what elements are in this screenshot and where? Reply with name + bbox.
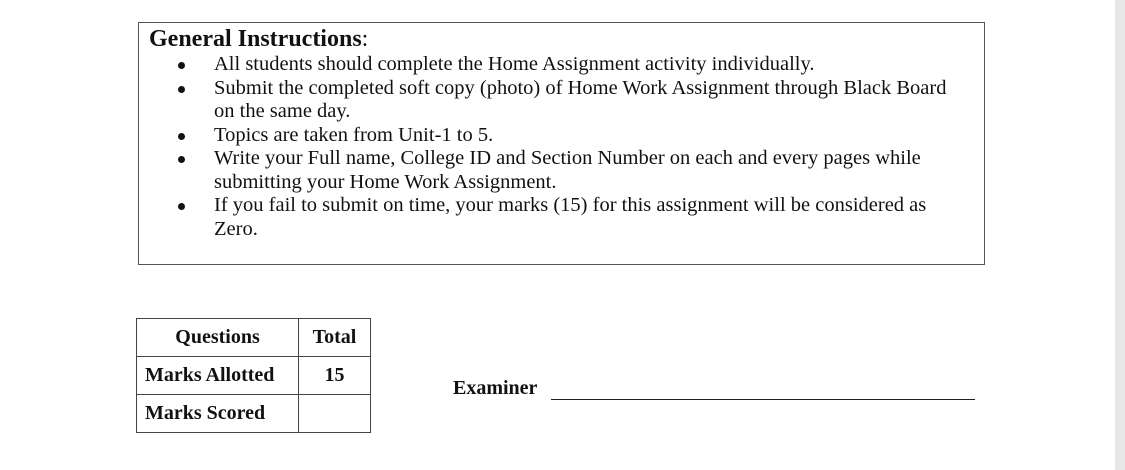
general-instructions-box bbox=[138, 22, 985, 265]
instructions-title-colon: : bbox=[361, 26, 369, 52]
table-row bbox=[137, 357, 371, 395]
instruction-text: All students should complete the Home Assignment activity individually. bbox=[214, 53, 815, 75]
instruction-text: Submit the completed soft copy (photo) of Home Work Assignment through Black Board on the same day. bbox=[214, 76, 947, 122]
table-cell: Marks Allotted bbox=[137, 357, 299, 395]
table-row bbox=[137, 319, 371, 357]
instruction-item bbox=[139, 53, 969, 77]
instruction-text: Write your Full name, College ID and Section Number on each and every pages while submitting your Home Work Assignment. bbox=[214, 147, 921, 193]
marks-table bbox=[136, 318, 371, 433]
instruction-item bbox=[139, 124, 969, 148]
bullet-icon bbox=[178, 203, 185, 210]
instructions-title-text: General Instructions bbox=[149, 26, 362, 52]
table-cell: Marks Scored bbox=[137, 395, 299, 433]
bullet-icon bbox=[178, 156, 185, 163]
bullet-icon bbox=[178, 62, 185, 69]
bullet-icon bbox=[178, 133, 185, 140]
table-header-cell: Questions bbox=[137, 319, 299, 357]
instruction-text: If you fail to submit on time, your marks (15) for this assignment will be considered as Zero. bbox=[214, 194, 927, 240]
examiner-signature-line bbox=[551, 399, 975, 400]
instruction-text: Topics are taken from Unit-1 to 5. bbox=[214, 123, 494, 146]
instruction-item bbox=[139, 147, 969, 194]
instructions-list bbox=[139, 53, 969, 241]
examiner-label: Examiner bbox=[453, 377, 538, 399]
page-edge bbox=[1115, 0, 1125, 470]
instruction-item bbox=[139, 77, 969, 124]
table-cell: 15 bbox=[299, 357, 371, 395]
table-row bbox=[137, 395, 371, 433]
table-cell bbox=[299, 395, 371, 433]
bullet-icon bbox=[178, 86, 185, 93]
table-header-cell: Total bbox=[299, 319, 371, 357]
instructions-title bbox=[149, 25, 368, 53]
instruction-item bbox=[139, 194, 969, 241]
